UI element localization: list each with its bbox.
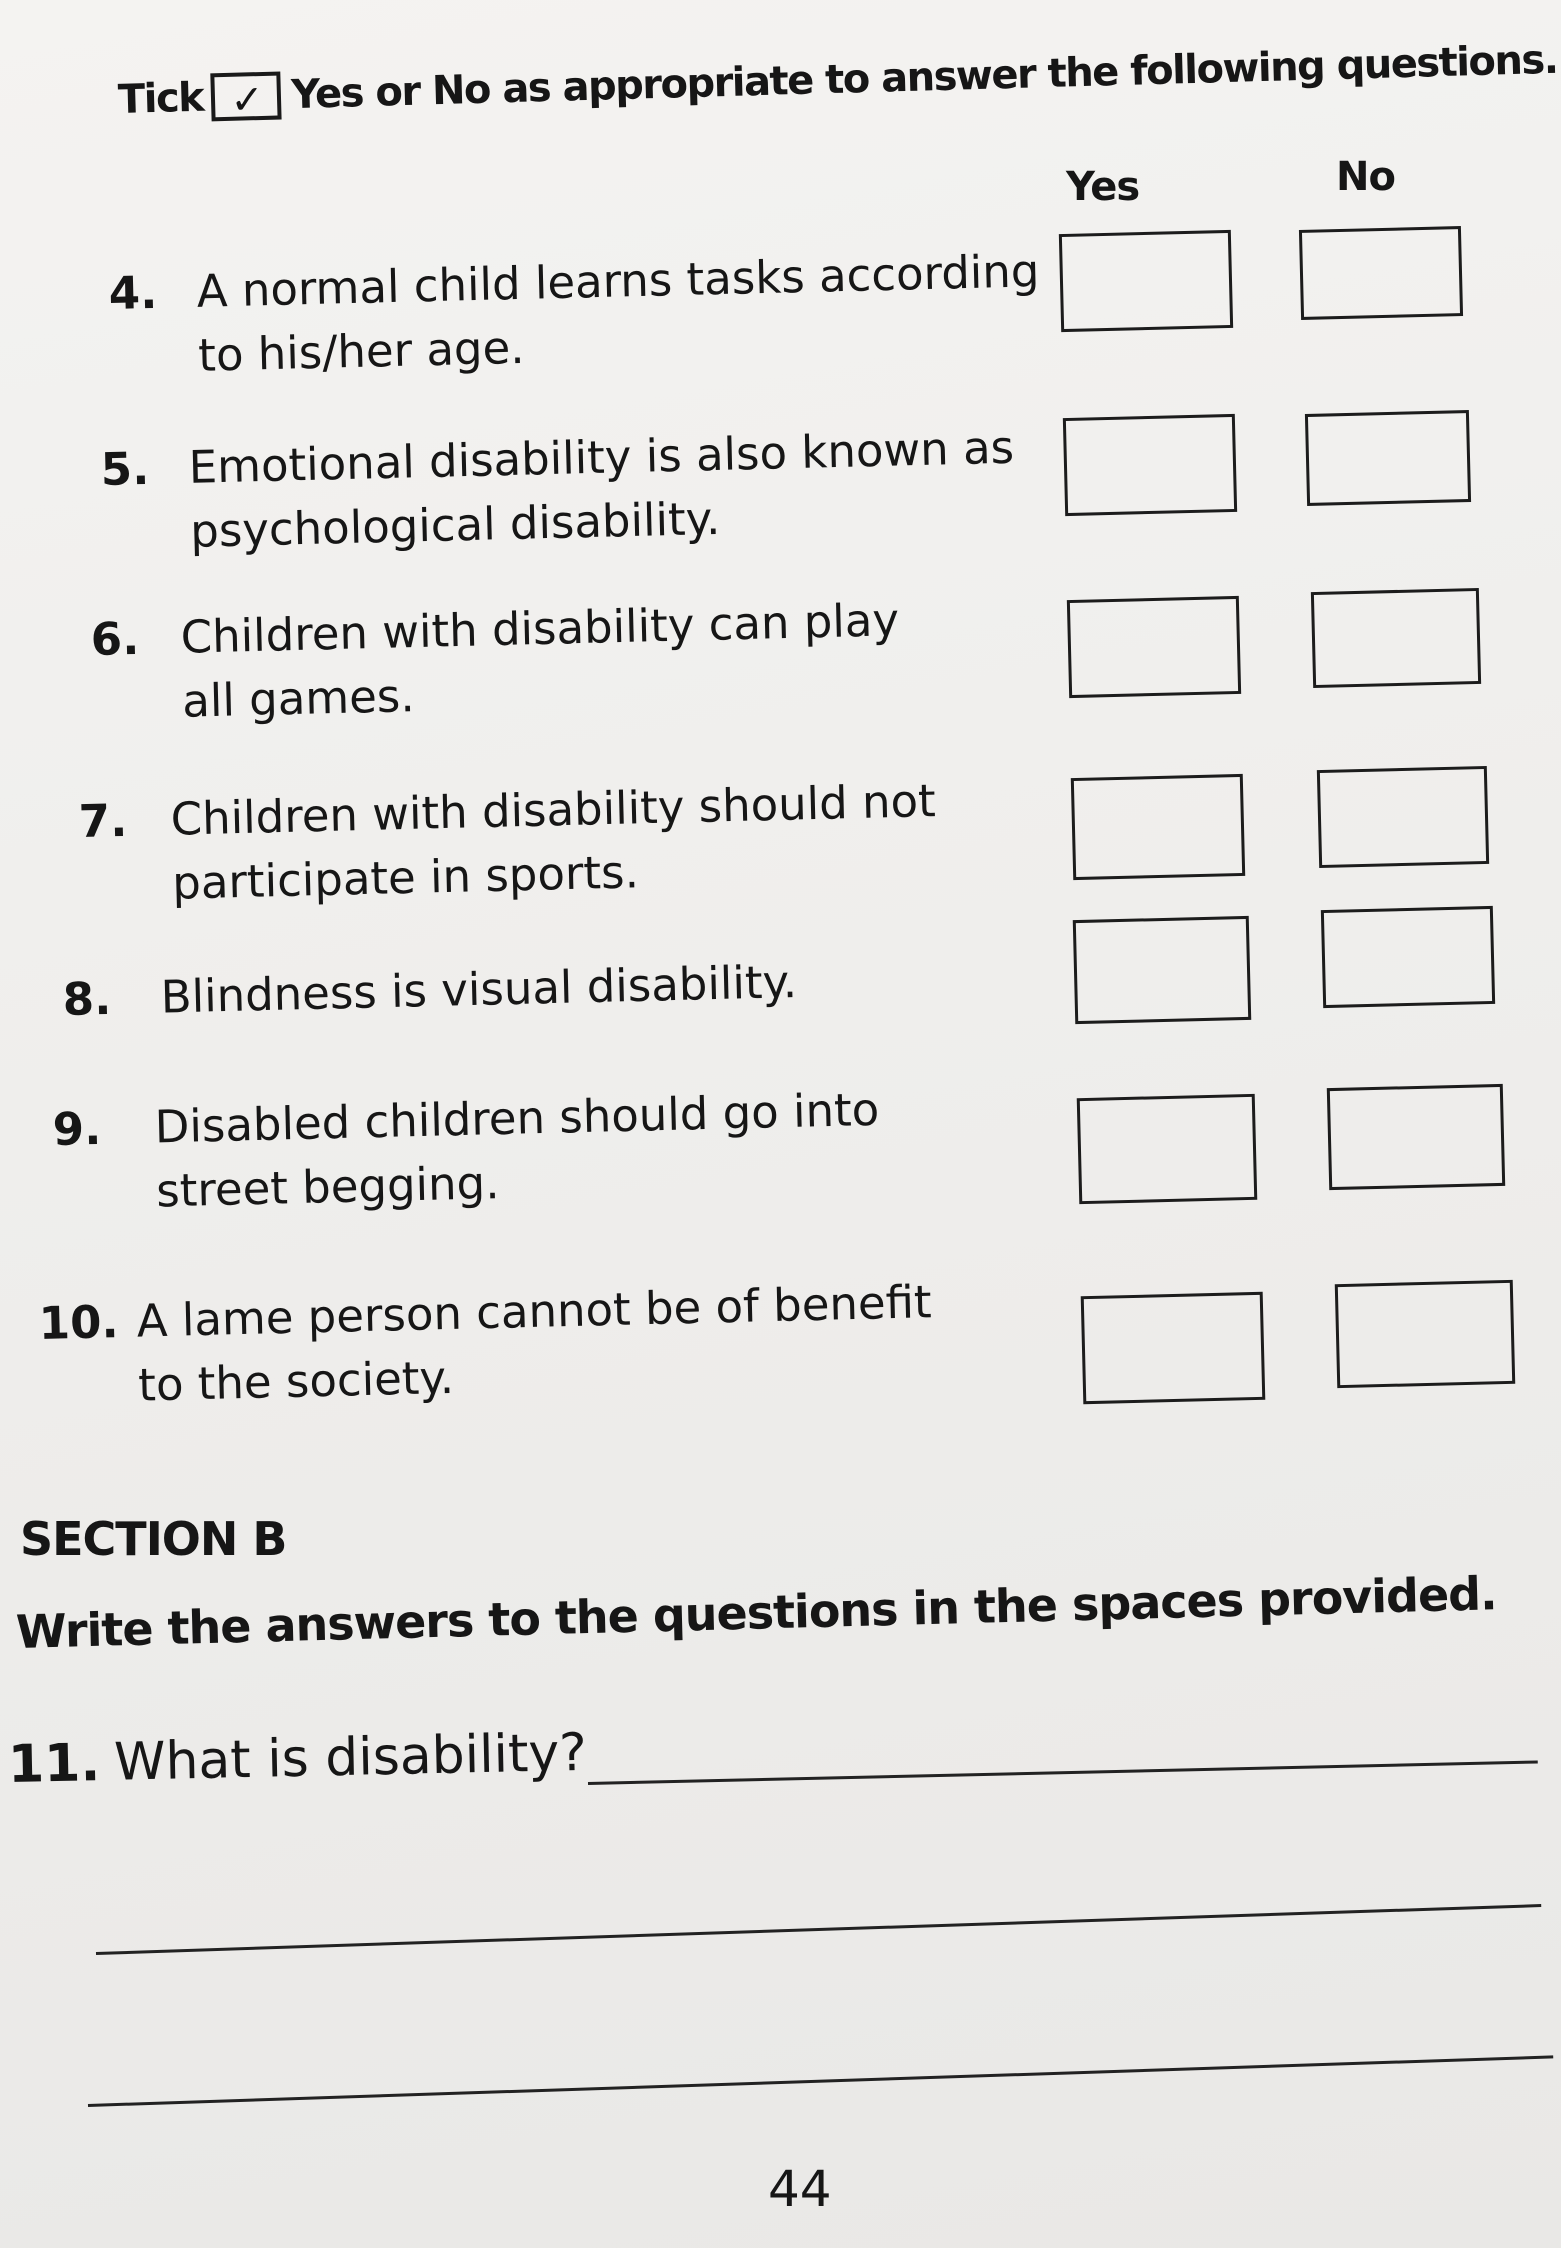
question-text-line1: A lame person cannot be of benefit [136, 1275, 933, 1348]
q10-yes-checkbox[interactable] [1081, 1292, 1266, 1404]
answer-line-3[interactable] [88, 2055, 1553, 2107]
question-text-line2: to his/her age. [197, 320, 526, 382]
q6-no-checkbox[interactable] [1311, 588, 1481, 688]
instruction-prefix: Tick [117, 74, 204, 123]
question-text: What is disability? [113, 1722, 588, 1793]
question-text-line1: Disabled children should go into [154, 1082, 880, 1154]
question-11 [7, 1723, 587, 1795]
question-text-line1: Blindness is visual disability. [160, 955, 798, 1024]
question-text-line2: street begging. [155, 1156, 501, 1218]
question-text-line1: Children with disability can play [180, 593, 900, 664]
answer-line-2[interactable] [96, 1904, 1541, 1955]
question-number: 5. [100, 441, 150, 496]
section-b-instruction: Write the answers to the questions in the spaces provided. [15, 1566, 1498, 1659]
answer-line-1[interactable] [588, 1760, 1538, 1785]
q4-no-checkbox[interactable] [1299, 226, 1463, 320]
yes-column-header: Yes [1066, 164, 1140, 210]
question-text [196, 239, 1042, 388]
question-text-line1: Emotional disability is also known as [188, 420, 1015, 494]
q10-no-checkbox[interactable] [1335, 1280, 1515, 1388]
question-text [170, 769, 938, 916]
question-text-line2: psychological disability. [189, 491, 721, 558]
q7-no-checkbox[interactable] [1317, 766, 1489, 868]
q8-no-checkbox[interactable] [1321, 906, 1495, 1008]
question-number: 6. [90, 611, 140, 666]
question-text-line2: all games. [181, 669, 416, 728]
instruction-suffix: Yes or No as appropriate to answer the following questions. [290, 36, 1559, 119]
q8-yes-checkbox[interactable] [1073, 916, 1251, 1024]
question-number: 7. [78, 793, 128, 848]
question-text-line1: A normal child learns tasks according [196, 244, 1041, 318]
question-text-line2: to the society. [137, 1350, 455, 1412]
q5-no-checkbox[interactable] [1305, 410, 1471, 506]
question-number: 4. [108, 265, 158, 320]
section-b-title: SECTION B [20, 1512, 287, 1566]
question-text [180, 588, 901, 734]
tick-instruction [117, 36, 1558, 124]
question-text [188, 416, 1016, 564]
question-text [136, 1270, 934, 1417]
check-mark-icon: ✓ [211, 71, 282, 121]
no-column-header: No [1336, 154, 1395, 200]
question-number: 10. [38, 1295, 120, 1350]
question-text [154, 1078, 882, 1224]
q6-yes-checkbox[interactable] [1067, 596, 1241, 698]
q4-yes-checkbox[interactable] [1059, 230, 1233, 332]
question-number: 8. [62, 971, 112, 1026]
question-text [160, 950, 798, 1030]
question-number: 11. [7, 1733, 101, 1795]
question-number: 9. [52, 1101, 102, 1156]
question-text-line1: Children with disability should not [170, 774, 937, 846]
q9-yes-checkbox[interactable] [1077, 1094, 1258, 1204]
q5-yes-checkbox[interactable] [1063, 414, 1237, 516]
question-text-line2: participate in sports. [171, 845, 640, 910]
q9-no-checkbox[interactable] [1327, 1084, 1505, 1190]
q7-yes-checkbox[interactable] [1071, 774, 1245, 880]
page-number: 44 [768, 2160, 832, 2218]
